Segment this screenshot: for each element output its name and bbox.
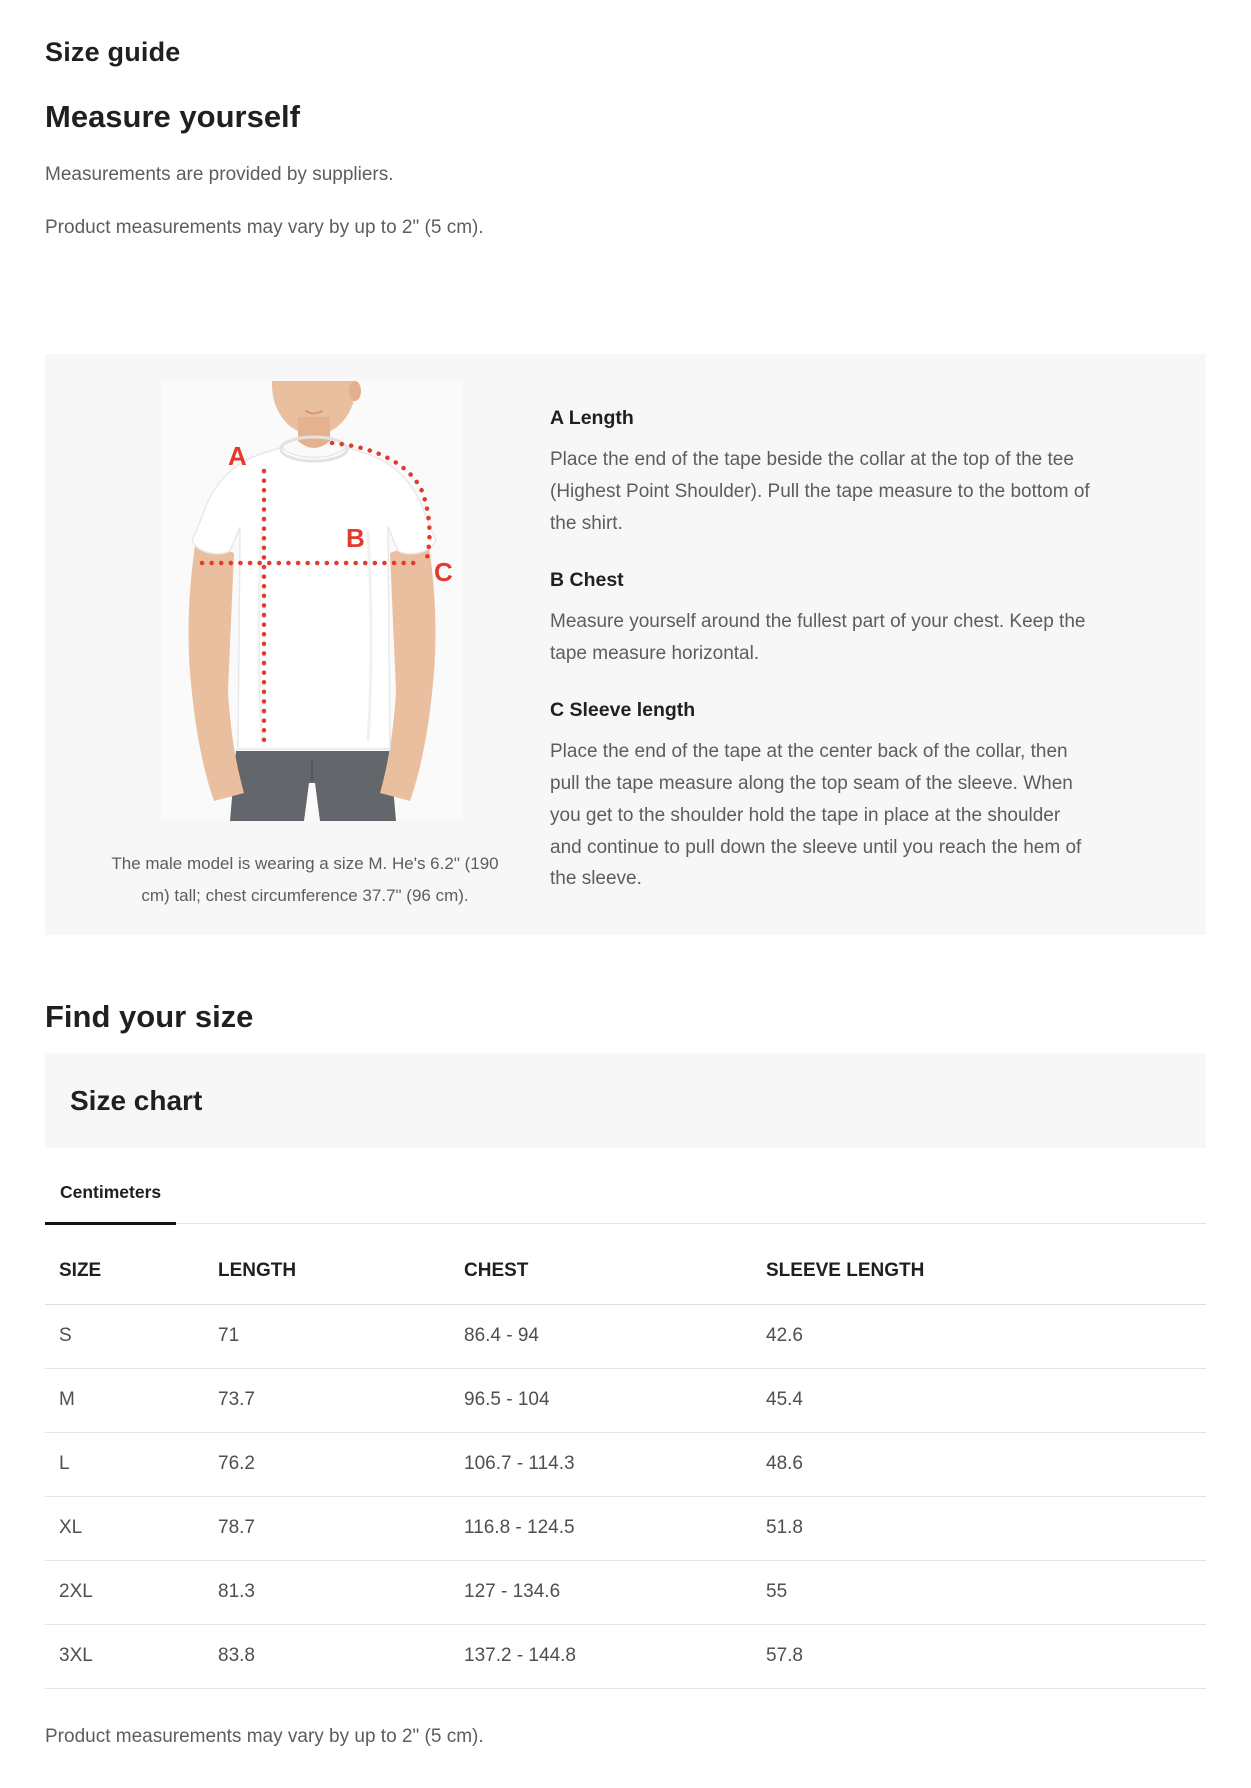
instruction-sleeve-body: Place the end of the tape at the center back of the collar, then pull the tape measure along the top seam of the sleeve. When you get to the shoulder hold the tape in place at the shoulder and continue to pull down the sleeve until you reach the hem of the sleeve. [550,740,1082,890]
measure-panel [45,354,1206,935]
model-caption: The male model is wearing a size M. He's 6.2" (190 cm) tall; chest circumference 37.7" (96 cm). [111,854,499,905]
table-row [45,1497,1206,1561]
cell-sleeve: 45.4 [766,1369,1206,1433]
instruction-chest-body: Measure yourself around the fullest part of your chest. Keep the tape measure horizontal. [550,611,1086,664]
table-row [45,1433,1206,1497]
cell-length: 76.2 [218,1433,464,1497]
cell-chest: 96.5 - 104 [464,1369,766,1433]
table-row [45,1305,1206,1369]
cell-chest: 137.2 - 144.8 [464,1625,766,1689]
table-header-row [45,1244,1206,1305]
cell-size: XL [45,1497,218,1561]
cell-sleeve: 55 [766,1561,1206,1625]
cell-length: 83.8 [218,1625,464,1689]
variance-note-bottom: Product measurements may vary by up to 2" (5 cm). [45,1726,484,1748]
cell-length: 73.7 [218,1369,464,1433]
cell-length: 81.3 [218,1561,464,1625]
size-chart-section [45,1053,1206,1788]
cell-chest: 106.7 - 114.3 [464,1433,766,1497]
instruction-chest-title: B Chest [550,569,624,591]
unit-tabs [45,1178,1206,1224]
cell-size: 3XL [45,1625,218,1689]
cell-chest: 86.4 - 94 [464,1305,766,1369]
size-chart-title: Size chart [70,1084,203,1116]
cell-size: 2XL [45,1561,218,1625]
instruction-length-body: Place the end of the tape beside the collar at the top of the tee (Highest Point Shoulder). Pull the tape measure to the bottom of the shirt. [550,449,1090,535]
column-header-length: LENGTH [218,1244,464,1305]
cell-size: M [45,1369,218,1433]
cell-chest: 116.8 - 124.5 [464,1497,766,1561]
instruction-chest [550,569,1094,670]
cell-length: 71 [218,1305,464,1369]
find-your-size-heading: Find your size [45,999,254,1035]
measurement-instructions [550,354,1206,935]
size-chart-table [45,1244,1206,1689]
suppliers-note: Measurements are provided by suppliers. [45,164,394,185]
measure-yourself-heading: Measure yourself [45,99,300,134]
cell-sleeve: 48.6 [766,1433,1206,1497]
instruction-sleeve [550,699,1094,896]
column-header-size: SIZE [45,1244,218,1305]
column-header-sleeve: SLEEVE LENGTH [766,1244,1206,1305]
model-photo-illustration [162,381,462,821]
column-header-chest: CHEST [464,1244,766,1305]
variance-note-top: Product measurements may vary by up to 2" (5 cm). [45,216,484,238]
page-title: Size guide [45,37,181,67]
table-row [45,1369,1206,1433]
label-b: B [346,523,365,554]
tab-centimeters[interactable]: Centimeters [45,1178,176,1225]
cell-size: L [45,1433,218,1497]
cell-chest: 127 - 134.6 [464,1561,766,1625]
cell-length: 78.7 [218,1497,464,1561]
size-chart-header [45,1053,1206,1148]
cell-sleeve: 42.6 [766,1305,1206,1369]
table-row [45,1561,1206,1625]
cell-sleeve: 51.8 [766,1497,1206,1561]
cell-sleeve: 57.8 [766,1625,1206,1689]
measurement-diagram [162,381,462,821]
instruction-length-title: A Length [550,407,634,430]
instruction-length [550,407,1094,540]
label-c: C [434,557,453,588]
model-figure-column [45,354,550,935]
instruction-sleeve-title: C Sleeve length [550,698,696,721]
table-row [45,1625,1206,1689]
label-a: A [228,441,247,472]
cell-size: S [45,1305,218,1369]
